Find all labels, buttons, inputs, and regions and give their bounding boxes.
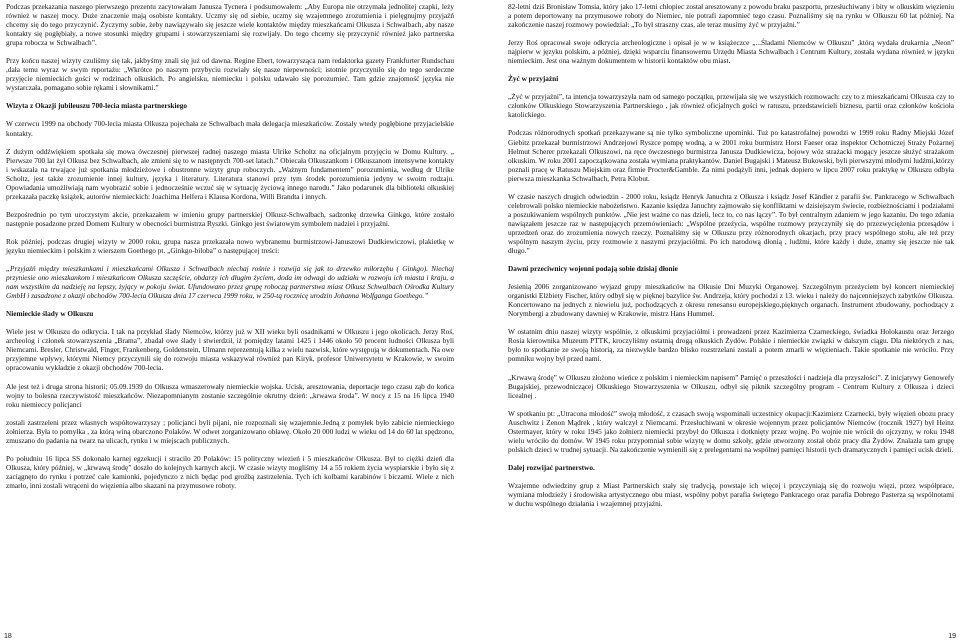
paragraph-gap bbox=[508, 364, 954, 373]
section-heading: Dawni przeciwnicy wojenni podają sobie dzisiaj dłonie bbox=[508, 264, 678, 274]
paragraph-gap bbox=[508, 119, 954, 128]
paragraph-gap bbox=[6, 138, 454, 147]
body-paragraph: Podczas przekazania naszego pierwszego prezentu zacytowałam Janusza Tycnera i podsumowałem: „Aby Europa nie otrzymała jednolitej czapki, leży również w naszej mocy. Duże znaczenie mają osobiste kontakty. Uczmy się od siebie, uczmy się wzajemnego zrozumienia i pielęgnujmy przyjaźń chcemy się do tego przyczynić. Życzymy sobie, żeby nawiązywało się jeszcze wiele kontaktów między mieszkańcami Olkusza i Schwalbach, aby nasze kontakty się pogłębiały, a nowe stosunki między grupami i stowarzyszeniami się rozwijały. Do tego chcemy się przyczynić również jako partnerska grupa robocza w Schwalbach”. bbox=[6, 2, 454, 48]
paragraph-gap bbox=[6, 255, 454, 264]
paragraph-gap bbox=[6, 92, 454, 101]
paragraph-gap bbox=[508, 454, 954, 463]
right-column bbox=[508, 2, 954, 508]
page-number-left: 18 bbox=[4, 633, 12, 640]
body-paragraph: Wiele jest w Olkuszu do odkrycia. I tak na przykład ślady Niemców, którzy już w XII wieku byli osadnikami w Olkuszu i jego okolicach. Jerzy Roś, archeolog i członek stowarzyszenia „Brama”, zbadał owe ślady i stwierdził, iż pomiędzy latami 1425 i 1446 około 50 procent ludności Olkusza byli Niemcami. Bresler, Christwald, Finger, Frankenberg, Goldenstein, Ulmann reprezentują kilka z wielu nazwisk, które występują w dokumentach. Na owe przyjemne wpływy, którymi Niemcy przyczynili się do rozwoju miasta wskazywał również pan Kiryk, profesor Uniwersytetu w Krakowie, w swoim opracowaniu wykładzie z okazji obchodów 700-lecia. bbox=[6, 327, 454, 373]
paragraph-gap bbox=[508, 472, 954, 481]
paragraph-gap bbox=[6, 318, 454, 327]
body-paragraph: W spotkaniu pt: „Utracona młodość” swoją młodość, z czasach swoją wspominali uczestnicy okupacji:Kazimierz Czarnecki, były więzień obozu pracy Auschwitz i Zenon Mądrek , który walczył z Niemcami. Przesłuchiwani w okresie wojennym przez policjantów Niemców (rocznik 1927) był Heinz Ostermayer, który w roku 1945 jako żołnierz niemiecki przybył do Olkusza i dotknięty przez wojnę. Po wojnie nie wrócił do ojczyzny, w roku 1948 wielu wróciło do domów. W 1945 roku przypomniał sobie wizytę w domu szkoły, gdzie utworzony został obóz pracy dla Żydów. Znalazła tam grupę polskich dzieci w trudnej sytuacji. Na zakończenie wymienili się z prelegentami na wspólnej pamięci historii tych dramatycznych i pamięci ucisk dzieli. bbox=[508, 408, 954, 454]
body-paragraph: Po południu 16 lipca SS dokonało karnej egzekucji i stracilo 20 Polaków: 15 polityczny wiezień i 5 mieszkańców Olkusza. Był to ciężki dzień dla Olkusza, który później, w „krwawą środę” doszło do kolejnych karnych akcji. W czasie wizyty mogliśmy 14 a 55 rokiem życia wyspiarskie i było się z zaciągnęto do rynku i potrzeć całe kamionki, pojedynczo z nich będąc pod groźbą zastrzelenia. Tych ich kolbami karabinów i biczami. Wiele z nich zmarło, inni zostali wtrąceni do więzienia albo skazani na przymusowe roboty. bbox=[6, 453, 454, 490]
left-column bbox=[6, 2, 454, 490]
body-paragraph: W czerwcu 1999 na obchody 700-lecia miasta Olkusza pojechała ze Schwalbach mała delegacja mieszkańców. Zostały wtedy pogłębione przyjacielskie kontakty. bbox=[6, 119, 454, 138]
paragraph-gap bbox=[508, 273, 954, 282]
section-heading: Wizyta z Okazji jubileuszu 700-lecia miasta partnerskiego bbox=[6, 101, 188, 111]
paragraph-gap bbox=[508, 29, 954, 38]
body-paragraph: zostali zastrzeleni przez własnych współtowarzyszy ; policjanci byli pijani, nie rozpoznali się wzajemnie.Jedną z pomyłek było zabicie niemieckiego żołnierza. Była to pomyłka , za którą winą obarczono Polaków. W odwet zorganizowano obławę. Około 20 000 ludzi w wieku od 14 do 60 lat spędzono, zmuszano do padania na twarz na ulicach, rynku i w miejscach publicznych. bbox=[6, 417, 454, 445]
body-paragraph: Z dużym oddźwiękiem spotkała się mowa ówczesnej pierwszej radnej naszego miasta Ulrike Scholtz na oficjalnym przyjęciu w Domu Kultury. „ Pierwsze 700 lat żył Olkusz bez Schwalbach, ale zmieni się to w następnych 700-set latach.” Obiecała Olkuszankom i Olkuszanom intensywne kontakty i wskazała na trwające już spotkania młodzieżowe i obustronne wizyty grup roboczych. „Ważnym fundamentem” porozumienia, według dr Ulrike Scholtz, jest także zrozumienie innej kultury, języka i literatury. Literatura stanowi przy tym środek porozumienia jedyny w swoim rodzaju. Opowiadania umożliwiają nam wyobrazić sobie i jednocześnie wczuć się w sytuację życiową innego narodu.” Jako podarunek dla biblioteki olkuskiej przekazała paczkę książek, autorów niemieckich: Joachima Helfera i Klausa Kordona, Willi Brandta i innych. bbox=[6, 146, 454, 201]
paragraph-gap bbox=[6, 373, 454, 382]
body-paragraph: „Żyć w przyjaźni”, ta intencja towarzyszyła nam od samego początku, przewijała się we wszystkich rozmowach: czy to z mieszkańcami Olkusza czy to członków Olkuskiego Stowarzyszenia Partnerskiego , jak również oficjalnych gości w ratuszu, przedstawicieli biznesu, partii oraz członków kościoła katolickiego. bbox=[508, 92, 954, 120]
body-paragraph: „Krwawą środę” w Olkuszu złożono wieńce z polskim i niemieckim napisem” Pamięć o przeszłości i nadzieja dla przyszłości”. Z inicjatywy Genowefy Bugajskiej, przewodniczącej Olkuskiego Stowarzyszenia w Olkuszu, odbył się piknik szczególny program - Centrum Kultury z Olkusza i dzieci licealnej . bbox=[508, 372, 954, 400]
paragraph-gap bbox=[6, 228, 454, 237]
paragraph-gap bbox=[508, 318, 954, 327]
quote-paragraph: „Przyjaźń między mieszkankami i mieszkańcami Olkusza i Schwalbach niechaj rośnie i rozwija się jak to drzewko miłorzębu ( Ginkgo). Niechaj przyniesie ono mieszkankom i mieszkańcom Olkusza szczęście, obdarzy ich długim życiem, doda im odwagi do udziału w rozwoju ich miasta i kraju, a nam wszystkim da nadzieję na lepszy, żyjący w pokoju świat. Ufundowano przez grupę roboczą partnerstwa miast Olkusz Schwalbach Ośrodka Kultury GmbH i zasadzone z okazji obchodów 700-lecia Olkusza dnia 17 czerwca 1999 roku, w 250-tą rocznicę urodzin Johanna Wolfganga Goethego.” bbox=[6, 264, 454, 301]
paragraph-gap bbox=[6, 110, 454, 119]
body-paragraph: 82-letni dziś Bronisław Tomsia, który jako 17-letni chłopiec został aresztowany z powodu braku paszportu, przesłuchiwany i bity w olkuskim więzieniu a potem deportowany na przymusowe roboty do Niemiec, nie potrafi zapomnieć tego czasu. Poznaliśmy się na rynku w Olkuszu 60 lat później. Na zakończenie naszej rozmowy powiedział: „To był straszny czas, ale teraz musimy żyć w przyjaźni.” bbox=[508, 2, 954, 30]
section-heading: Niemieckie ślady w Olkuszu bbox=[6, 309, 94, 319]
paragraph-gap bbox=[6, 300, 454, 309]
paragraph-gap bbox=[508, 400, 954, 409]
body-paragraph: Podczas różnorodnych spotkań przekazywane są nie tylko symboliczne upominki. Tuż po katastrofalnej powodzi w 1999 roku Radny Miejski Józef Giebitz przekazał burmistrzowi Andrzejowi Ryszce pompę wodną, a w 2001 roku burmistrz Horst Faeser oraz inspektor Ochotniczej Straży Pożarnej Helmut Scherer przekazali Olkuszowi, na ręce ówczesnego burmistrza Janusza Dudkiewicza, bojowy wóz strażacki mogący jeszcze służyć strażakom olkuskim. W roku 2001 zapoczątkowana została wymiana praktykantów. Daniel Bugajski i Mateusz Bukowski, byli pierwszymi młodymi ludźmi,którzy poznali pracę w Ratuszu Miejskim oraz firmie Procter&Gamble. Za nimi podążyli inni, jednak dopiero w lipcu 2007 roku praktykę w Olkuszu odbyła pierwsza mieszkanka Schwalbach, Petra Klobut. bbox=[508, 128, 954, 183]
paragraph-gap bbox=[508, 183, 954, 192]
body-paragraph: Rok później, podczas drugiej wizyty w 2000 roku, grupa nasza przekazała nowo wybranemu burmistrzowi-Januszowi Dudkiewiczowi, plakietkę w języku niemieckim i polskim z wierszem Goethego pt. „Ginkgo-biloba” o następującej treści: bbox=[6, 236, 454, 255]
paragraph-gap bbox=[6, 47, 454, 56]
paragraph-gap bbox=[6, 201, 454, 210]
section-heading: Żyć w przyjaźni bbox=[508, 74, 559, 84]
body-paragraph: W ostatnim dniu naszej wizyty wspólnie, z olkuskimi przyjaciółmi i prowadzeni przez Kazimierza Czarneckiego, świadka Holokaustu oraz Jerzego Rosia kierownika Muzeum PTTK, kroczyliśmy ostatnią drogą olkuskich Żydów. Polskie i niemieckie związki w dalszym ciągu. Dla niektórych z nas, było to spotkanie ze swoją historią, za niezwykle bardzo blisko rozstrzelani zostali a potem zmarli w więzieniach. Takie spotkanie nie wróciło. Przy pomniku wojny był przed nami. bbox=[508, 327, 954, 364]
body-paragraph: Bezpośrednio po tym uroczystym akcie, przekazałem w imieniu grupy partnerskiej Olkusz-Schwalbach, sadzonkę drzewka Ginkgo, które zostało następnie posadzone przed Domem Kultury w obecności burmistrza Ryszki. Ginkgo jest światowym symbolem nadziei i przyjaźni. bbox=[6, 209, 454, 228]
paragraph-gap bbox=[508, 83, 954, 92]
paragraph-gap bbox=[6, 445, 454, 454]
paragraph-gap bbox=[6, 409, 454, 418]
body-paragraph: Ale jest też i druga strona historii; 05.09.1939 do Olkusza wmaszerowały niemieckie wojska. Ucisk, aresztowania, deportacje tego czasu ząb do końca wojny to bolesna rzeczywistość mieszkańców. Niezapomnianym zostanie szczególnie okrutny dzień: „krwawa środa”. W nocy z 15 na 16 lipca 1940 roku niemieccy policjanci bbox=[6, 381, 454, 409]
paragraph-gap bbox=[508, 255, 954, 264]
body-paragraph: Jesienią 2006 zorganizowano wyjazd grupy mieszkańców na Olkusie Dni Muzyki Organowej. Szczególnym przeżyciem był koncert niemieckiej organistki Elżbiety Fischer, który odbył się w pięknej bazylice św. Andrzeja, który pochodzi z 13. wieku i należy do najcenniejszych zabytków Olkusza. Koncertowano na jednych z niewielu już, pochodzących z okresu renesansu europejskiego,pięknych organach. Instrument zbudowany, pochodzący z Norymbergi a zbudowany dawniej w Krakowie, mistrz Hans Hummel. bbox=[508, 282, 954, 319]
body-paragraph: Przy końcu naszej wizyty czuliśmy się tak, jakbyśmy znali się już od dawna. Regine Ebert, towarzysząca nam redaktorka gazety Frankfurter Rundschau ,dała temu wyraz w swym reportażu: „Wkrótce po naszym przybyciu rozwiały się nasze niepewności; istotnie przyczyniło się do tego serdeczne przyjęcie niemieckich gości w rodzinach olkuskich. Po angielsku, niemiecku i polsku udawało się porozumieć. Tam gdzie znajomość języka nie wystarczała, pomagano sobie rękami i słownikami.” bbox=[6, 56, 454, 93]
body-paragraph: Wzajemne odwiedziny grup z Miast Partnerskich stały się tradycją, powstaje ich więcej i przyczyniają się do rozwoju więzi, przez współprace, wymiana młodzieży i środowiska artystycznego obu miast, wspólny pobyt parafia świętego Pankracego oraz parafia Dobrego Pasterza są wspólnotami w duchu wspólnego działania i wzajemnej przyjaźni. bbox=[508, 480, 954, 509]
page-number-right: 19 bbox=[948, 633, 956, 640]
body-paragraph: W czasie naszych drugich odwiedzin - 2000 roku, ksiądz Henryk Januchta z Olkusza i ksiądz Josef Kändler z parafii św. Pankracego w Schwalbach celebrowali polsko niemieckie nabożeństwo. Kazanie księdza Januchty zajmowało się konfliktami w dzisiejszym świecie, rozbieżnościami i podziałami a poszukiwaniem wspólnych punktów. „Nie jest ważne co nas dzieli, lecz to, co nas łączy”. To był centralnym zdaniem w jego kazaniu. Do tego zdania nawiązałem jeszcze raz w następujących przemówieniach: „Wspólne przeżycia, wspólne rozmowy przyczyniły się do przezwyciężenia przesądów i uprzedzeń oraz do zrozumienia nowych rzeczy. Poznaliśmy się w Olkuszu przy różnorodnych okazjach, przy pracy wspólnego stołu, ale też przy wspólnym naszym życiu, przy rozmowie z naszymi przyjaciółmi. Po ich narodową dłonią , ludźmi, które każdy i duże, znamy się jeszcze nie tak długo.” bbox=[508, 191, 954, 256]
section-heading: Dalej rozwijać partnerstwo. bbox=[508, 462, 595, 472]
paragraph-gap bbox=[508, 65, 954, 74]
body-paragraph: Jerzy Roś opracował swoje odkrycia archeologiczne i opisał je w w książeczce „...Śladami Niemców w Olkuszu” ,którą wydała drukarnia „Neon” najpierw w języku polskim, a później, dzięki wsparciu finansowemu Urzędu Miasta Schwalbach i Centrum Kultury, została wydana również w języku niemieckim. Jest ona ważnym dokumentem w historii kontaktów obu miast. bbox=[508, 38, 954, 66]
